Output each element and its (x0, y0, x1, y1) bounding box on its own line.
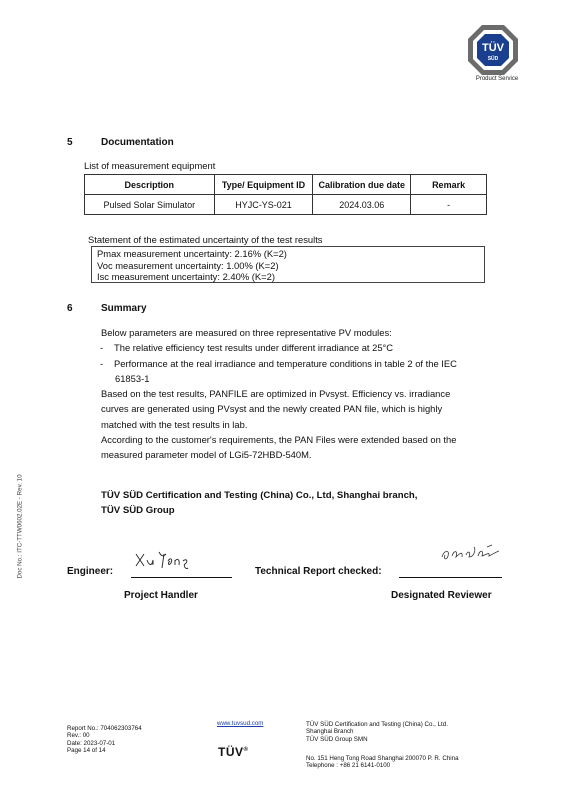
document-number-side-label: Doc No.: ITC-TTW0602.02E - Rev. 10 (16, 474, 24, 579)
footer-company-info (306, 721, 448, 743)
footer-address: No. 151 Heng Tong Road Shanghai 200070 P. R. China (306, 755, 459, 762)
reviewer-role: Designated Reviewer (391, 590, 492, 601)
summary-paragraph-line: measured parameter model of LGi5-72HBD-540M. (101, 449, 312, 461)
header-remark: Remark (411, 175, 487, 195)
reviewer-label: Technical Report checked: (255, 566, 382, 577)
company-group: TÜV SÜD Group (101, 505, 175, 516)
company-name: TÜV SÜD Certification and Testing (China) Co., Ltd, Shanghai branch, (101, 490, 418, 501)
company-block (101, 488, 417, 518)
logo-text: TÜV (482, 42, 504, 54)
footer-date: Date: 2023-07-01 (67, 739, 116, 747)
table-header-row (85, 175, 487, 195)
header-type-equipment-id: Type/ Equipment ID (214, 175, 313, 195)
summary-paragraph-line: curves are generated using PVsyst and the newly created PAN file, which is highly (101, 403, 443, 415)
summary-intro: Below parameters are measured on three representative PV modules: (101, 327, 392, 338)
footer-brand-text: TÜV (218, 745, 244, 759)
bullet-continuation: 61853-1 (115, 372, 150, 384)
footer-revision: Rev.: 00 (67, 732, 90, 740)
engineer-signature-line (131, 577, 232, 578)
engineer-role: Project Handler (124, 590, 198, 601)
reviewer-signature-line (399, 577, 502, 578)
logo-sub-text: SÜD (487, 56, 499, 62)
footer-address-block (306, 755, 459, 770)
footer-company-line: Shanghai Branch (306, 728, 354, 736)
engineer-signature (133, 548, 193, 572)
summary-bullet (100, 340, 511, 355)
summary-paragraph-line: According to the customer's requirements, the PAN Files were extended based on the (101, 434, 457, 446)
bullet-text: The relative efficiency test results under different irradiance at 25°C (114, 342, 394, 354)
summary-paragraph-line: matched with the test results in lab. (101, 418, 248, 430)
section-5-title: Documentation (101, 137, 174, 148)
section-6-title: Summary (101, 303, 147, 314)
cell-calibration-date: 2024.03.06 (313, 195, 411, 215)
equipment-table (84, 174, 487, 215)
footer-website-block (217, 720, 263, 727)
header-description: Description (85, 175, 215, 195)
footer-tuv-brand (218, 745, 248, 759)
summary-bullet (100, 356, 511, 371)
summary-body (101, 325, 511, 463)
registered-mark: ® (243, 747, 249, 753)
uncertainty-line: Voc measurement uncertainty: 1.00% (K=2) (97, 259, 279, 271)
cell-description: Pulsed Solar Simulator (85, 195, 215, 215)
bullet-text: Performance at the real irradiance and temperature conditions in table 2 of the IEC (114, 357, 457, 369)
footer-report-info (67, 725, 142, 754)
uncertainty-line: Isc measurement uncertainty: 2.40% (K=2) (97, 271, 275, 282)
cell-remark: - (411, 195, 487, 215)
footer-company-line: TÜV SÜD Group SMN (306, 735, 368, 743)
logo-caption: Product Service (475, 76, 519, 82)
footer-page: Page 14 of 14 (67, 746, 106, 754)
section-5-number: 5 (67, 137, 73, 148)
tuv-sud-logo (467, 24, 519, 76)
engineer-label: Engineer: (67, 566, 114, 577)
table-row (85, 195, 487, 215)
bullet-dash: - (100, 357, 104, 369)
section-6-number: 6 (67, 303, 73, 314)
summary-paragraph-line: Based on the test results, PANFILE are optimized in Pvsyst. Efficiency vs. irradiance (101, 388, 451, 400)
bullet-dash: - (100, 342, 104, 354)
reviewer-signature (438, 541, 508, 565)
footer-telephone: Telephone : +86 21 6141-0100 (306, 762, 391, 770)
uncertainty-line: Pmax measurement uncertainty: 2.16% (K=2) (97, 248, 287, 259)
uncertainty-box (91, 246, 485, 283)
uncertainty-caption: Statement of the estimated uncertainty of the test results (88, 234, 323, 245)
header-calibration-due-date: Calibration due date (313, 175, 411, 195)
footer-report-number: Report No.: 704062303764 (67, 725, 142, 732)
cell-equipment-id: HYJC-YS-021 (214, 195, 313, 215)
equipment-list-caption: List of measurement equipment (84, 160, 216, 171)
footer-company-line: TÜV SÜD Certification and Testing (China) Co., Ltd. (306, 721, 448, 728)
footer-website-link[interactable]: www.tuvsud.com (217, 720, 264, 727)
